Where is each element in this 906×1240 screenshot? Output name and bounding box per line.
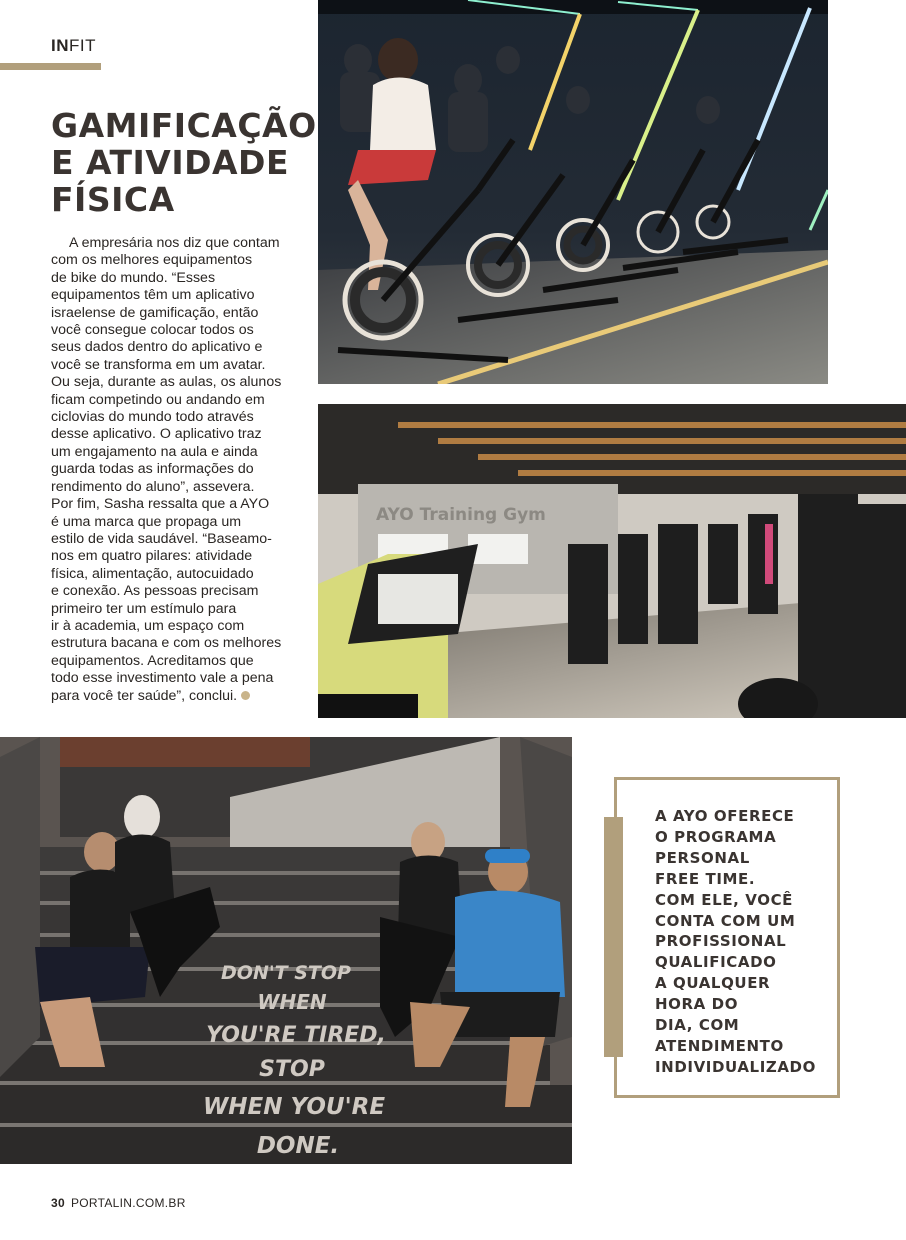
- section-tag: [51, 36, 96, 56]
- headline-line: GAMIFICAÇÃO: [51, 106, 317, 145]
- page-footer: [51, 1196, 186, 1210]
- callout-line: A QUALQUER: [655, 974, 771, 993]
- body-line: física, alimentação, autocuidado: [51, 565, 254, 582]
- body-line: rendimento do aluno”, assevera.: [51, 478, 255, 495]
- body-line: de bike do mundo. “Esses: [51, 269, 216, 286]
- body-line: A empresária nos diz que contam: [69, 235, 280, 251]
- body-line: guarda todas as informações do: [51, 461, 254, 478]
- body-line: equipamentos têm um aplicativo: [51, 287, 255, 304]
- callout-line: COM ELE, VOCÊ: [655, 890, 794, 909]
- stairs-team-photo: [0, 737, 572, 1164]
- stair-text-line: DON'T STOP: [221, 962, 351, 984]
- body-line: israelense de gamificação, então: [51, 304, 259, 321]
- stair-text-line: DONE.: [256, 1133, 340, 1159]
- body-line: para você ter saúde”, conclui.: [51, 688, 301, 705]
- stair-text-line: STOP: [259, 1057, 325, 1082]
- section-tag-bold: IN: [51, 36, 69, 55]
- callout-line: ATENDIMENTO: [655, 1036, 784, 1055]
- body-line: estrutura bacana e com os melhores: [51, 635, 282, 652]
- gym-sign-text: AYO Training Gym: [376, 505, 546, 525]
- article-body: [51, 235, 301, 705]
- article-headline: [51, 106, 317, 219]
- callout-line: FREE TIME.: [655, 869, 756, 888]
- stair-text-line: WHEN YOU'RE: [202, 1094, 386, 1120]
- page-number: 30: [51, 1196, 65, 1210]
- section-tag-rule: [0, 63, 101, 70]
- body-line: você consegue colocar todos os: [51, 322, 254, 339]
- body-line: equipamentos. Acreditamos que: [51, 652, 254, 669]
- body-line: ficam competindo ou andando em: [51, 391, 265, 408]
- body-line: primeiro ter um estímulo para: [51, 600, 237, 617]
- callout-line: A AYO OFERECE: [655, 807, 795, 825]
- body-line: estilo de vida saudável. “Baseamo-: [51, 530, 272, 547]
- callout-line: DIA, COM: [655, 1016, 740, 1035]
- gym-floor-photo: [318, 404, 906, 718]
- stair-text-line: YOU'RE TIRED,: [206, 1023, 386, 1048]
- body-line: todo esse investimento vale a pena: [51, 670, 274, 687]
- spin-class-photo: [318, 0, 828, 384]
- callout-line: PERSONAL: [655, 848, 750, 867]
- callout-line: PROFISSIONAL: [655, 932, 787, 951]
- body-line: e conexão. As pessoas precisam: [51, 583, 259, 600]
- body-line: desse aplicativo. O aplicativo traz: [51, 426, 262, 443]
- headline-line: E ATIVIDADE: [51, 143, 289, 182]
- callout-accent-bar: [604, 817, 623, 1057]
- section-tag-light: FIT: [69, 36, 96, 55]
- callout-line: QUALIFICADO: [655, 953, 777, 972]
- body-line: Ou seja, durante as aulas, os alunos: [51, 374, 282, 391]
- stair-text-line: WHEN: [257, 990, 327, 1014]
- footer-site: PORTALIN.COM.BR: [70, 1196, 186, 1210]
- body-line: Por fim, Sasha ressalta que a AYO: [51, 496, 270, 513]
- callout-line: INDIVIDUALIZADO: [655, 1057, 816, 1076]
- body-line: ciclovias do mundo todo através: [51, 409, 254, 426]
- callout-text: [655, 806, 830, 1078]
- callout-line: HORA DO: [655, 995, 739, 1014]
- body-line: seus dados dentro do aplicativo e: [51, 339, 263, 356]
- body-line: com os melhores equipamentos: [51, 252, 253, 269]
- headline-line: FÍSICA: [51, 180, 175, 219]
- body-line: um engajamento na aula e ainda: [51, 443, 258, 460]
- callout-line: CONTA COM UM: [655, 911, 796, 930]
- end-of-article-icon: [241, 691, 250, 700]
- callout-line: O PROGRAMA: [655, 827, 777, 846]
- body-line: é uma marca que propaga um: [51, 513, 242, 530]
- body-line: você se transforma em um avatar.: [51, 356, 266, 373]
- body-line: nos em quatro pilares: atividade: [51, 548, 253, 565]
- body-line: ir à academia, um espaço com: [51, 617, 245, 634]
